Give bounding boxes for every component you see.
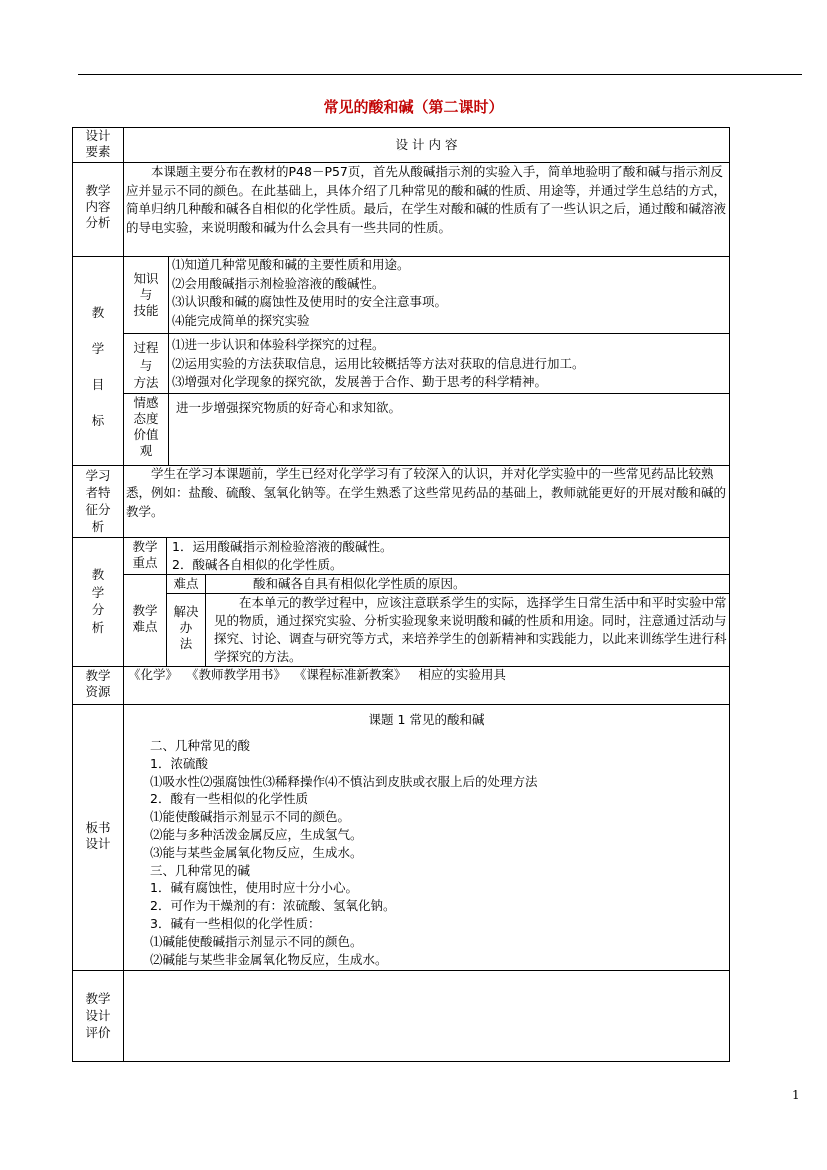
list-item: 2．酸碱各自相似的化学性质。	[172, 556, 343, 572]
solution-label: 解决 办 法	[173, 604, 199, 651]
resources-label: 教学 资源	[85, 668, 111, 699]
difficulty-sub-label: 难点	[173, 576, 199, 591]
knowledge-label: 知识 与 技能	[133, 271, 159, 318]
list-item: ⑴吸水性⑵强腐蚀性⑶稀释操作⑷不慎沾到皮肤或衣服上后的处理方法	[150, 773, 538, 789]
board-design-label: 板书 设计	[85, 820, 111, 851]
list-item: 2．可作为干燥剂的有：浓硫酸、氢氧化钠。	[150, 898, 396, 914]
learner-analysis-label: 学习 者特 征分 析	[85, 468, 111, 534]
process-items	[172, 336, 728, 392]
list-item: ⑶认识酸和碱的腐蚀性及使用时的安全注意事项。	[172, 294, 448, 309]
teaching-analysis-label: 教 学 分 析	[91, 567, 105, 635]
learner-analysis-text: 学生在学习本课题前，学生已经对化学学习有了较深入的认识，并对化学实验中的一些常见药品比较熟悉，例如：盐酸、硫酸、氢氧化钠等。在学生熟悉了这些常见药品的基础上，教师就能更好的开展对酸和碱的教学。	[126, 466, 727, 519]
difficulty-label: 教学 难点	[132, 603, 158, 634]
list-item: 2．酸有一些相似的化学性质	[150, 791, 308, 807]
evaluation-label: 教学 设计 评价	[85, 991, 111, 1040]
content-analysis-text: 本课题主要分布在教材的P48－P57页，首先从酸碱指示剂的实验入手，简单地验明了酸和碱与指示剂反应并显示不同的颜色。在此基础上，具体介绍了几种常见的酸和碱的性质、用途等，并通过学生总结的方式，简单归纳几种酸和碱各自相似的化学性质。最后，在学生对酸和碱的性质有了一些认识之后，通过酸和碱溶液的导电实验，来说明酸和碱为什么会具有一些共同的性质。	[126, 164, 727, 235]
list-item: 1．碱有腐蚀性，使用时应十分小心。	[150, 880, 358, 896]
list-item: ⑴知道几种常见酸和碱的主要性质和用途。	[172, 257, 410, 272]
design-element-label: 设计 要素	[85, 128, 111, 159]
list-item: 1．浓硫酸	[150, 755, 208, 771]
header-rule	[78, 74, 802, 75]
list-item: ⑵碱能与某些非金属氧化物反应，生成水。	[150, 951, 388, 967]
list-item: ⑴碱能使酸碱指示剂显示不同的颜色。	[150, 933, 363, 949]
emotion-label: 情感 态度 价值 观	[133, 395, 159, 458]
knowledge-items	[172, 256, 728, 330]
list-item: 二、几种常见的酸	[150, 738, 251, 753]
difficulty-text: 酸和碱各自具有相似化学性质的原因。	[253, 576, 466, 591]
list-item: ⑷能完成简单的探究实验	[172, 312, 310, 328]
content-analysis-label: 教学 内容 分析	[85, 183, 111, 230]
page-title: 常见的酸和碱（第二课时）	[323, 98, 504, 116]
list-item: ⑶能与某些金属氧化物反应，生成水。	[150, 844, 363, 860]
list-item: ⑵会用酸碱指示剂检验溶液的酸碱性。	[172, 275, 385, 291]
list-item: ⑴进一步认识和体验科学探究的过程。	[172, 337, 385, 352]
key-points-items	[172, 538, 728, 573]
list-item: ⑵能与多种活泼金属反应，生成氢气。	[150, 826, 363, 842]
solution-text: 在本单元的教学过程中，应该注意联系学生的实际，选择学生日常生活中和平时实验中常见的物质，通过探究实验、分析实验现象来说明酸和碱的性质和用途。同时，注意通过活动与探究、讨论、调查与研究等方式，来培养学生的创新精神和实践能力，以此来训练学生进行科学探究的方法。	[214, 595, 727, 664]
list-item: 三、几种常见的碱	[150, 862, 251, 878]
key-points-label: 教学 重点	[132, 539, 158, 570]
column-divider	[123, 127, 124, 1062]
list-item: ⑴能使酸碱指示剂显示不同的颜色。	[150, 809, 351, 825]
list-item: ⑵运用实验的方法获取信息，运用比较概括等方法对获取的信息进行加工。	[172, 355, 585, 371]
resources-text: 《化学》 《教师教学用书》 《课程标准新教案》 相应的实验用具	[128, 667, 506, 682]
process-label: 过程 与 方法	[133, 340, 159, 390]
board-design-lines	[150, 737, 726, 968]
emotion-text: 进一步增强探究物质的好奇心和求知欲。	[176, 400, 402, 415]
page-number: 1	[792, 1088, 800, 1102]
list-item: 1．运用酸碱指示剂检验溶液的酸碱性。	[172, 539, 393, 554]
design-content-label: 设 计 内 容	[395, 137, 458, 152]
objectives-label: 教 学 目 标	[91, 305, 105, 428]
list-item: ⑶增强对化学现象的探究欲，发展善于合作、勤于思考的科学精神。	[172, 374, 548, 389]
board-design-heading: 课题 1 常见的酸和碱	[368, 712, 485, 727]
list-item: 3．碱有一些相似的化学性质：	[150, 915, 321, 931]
